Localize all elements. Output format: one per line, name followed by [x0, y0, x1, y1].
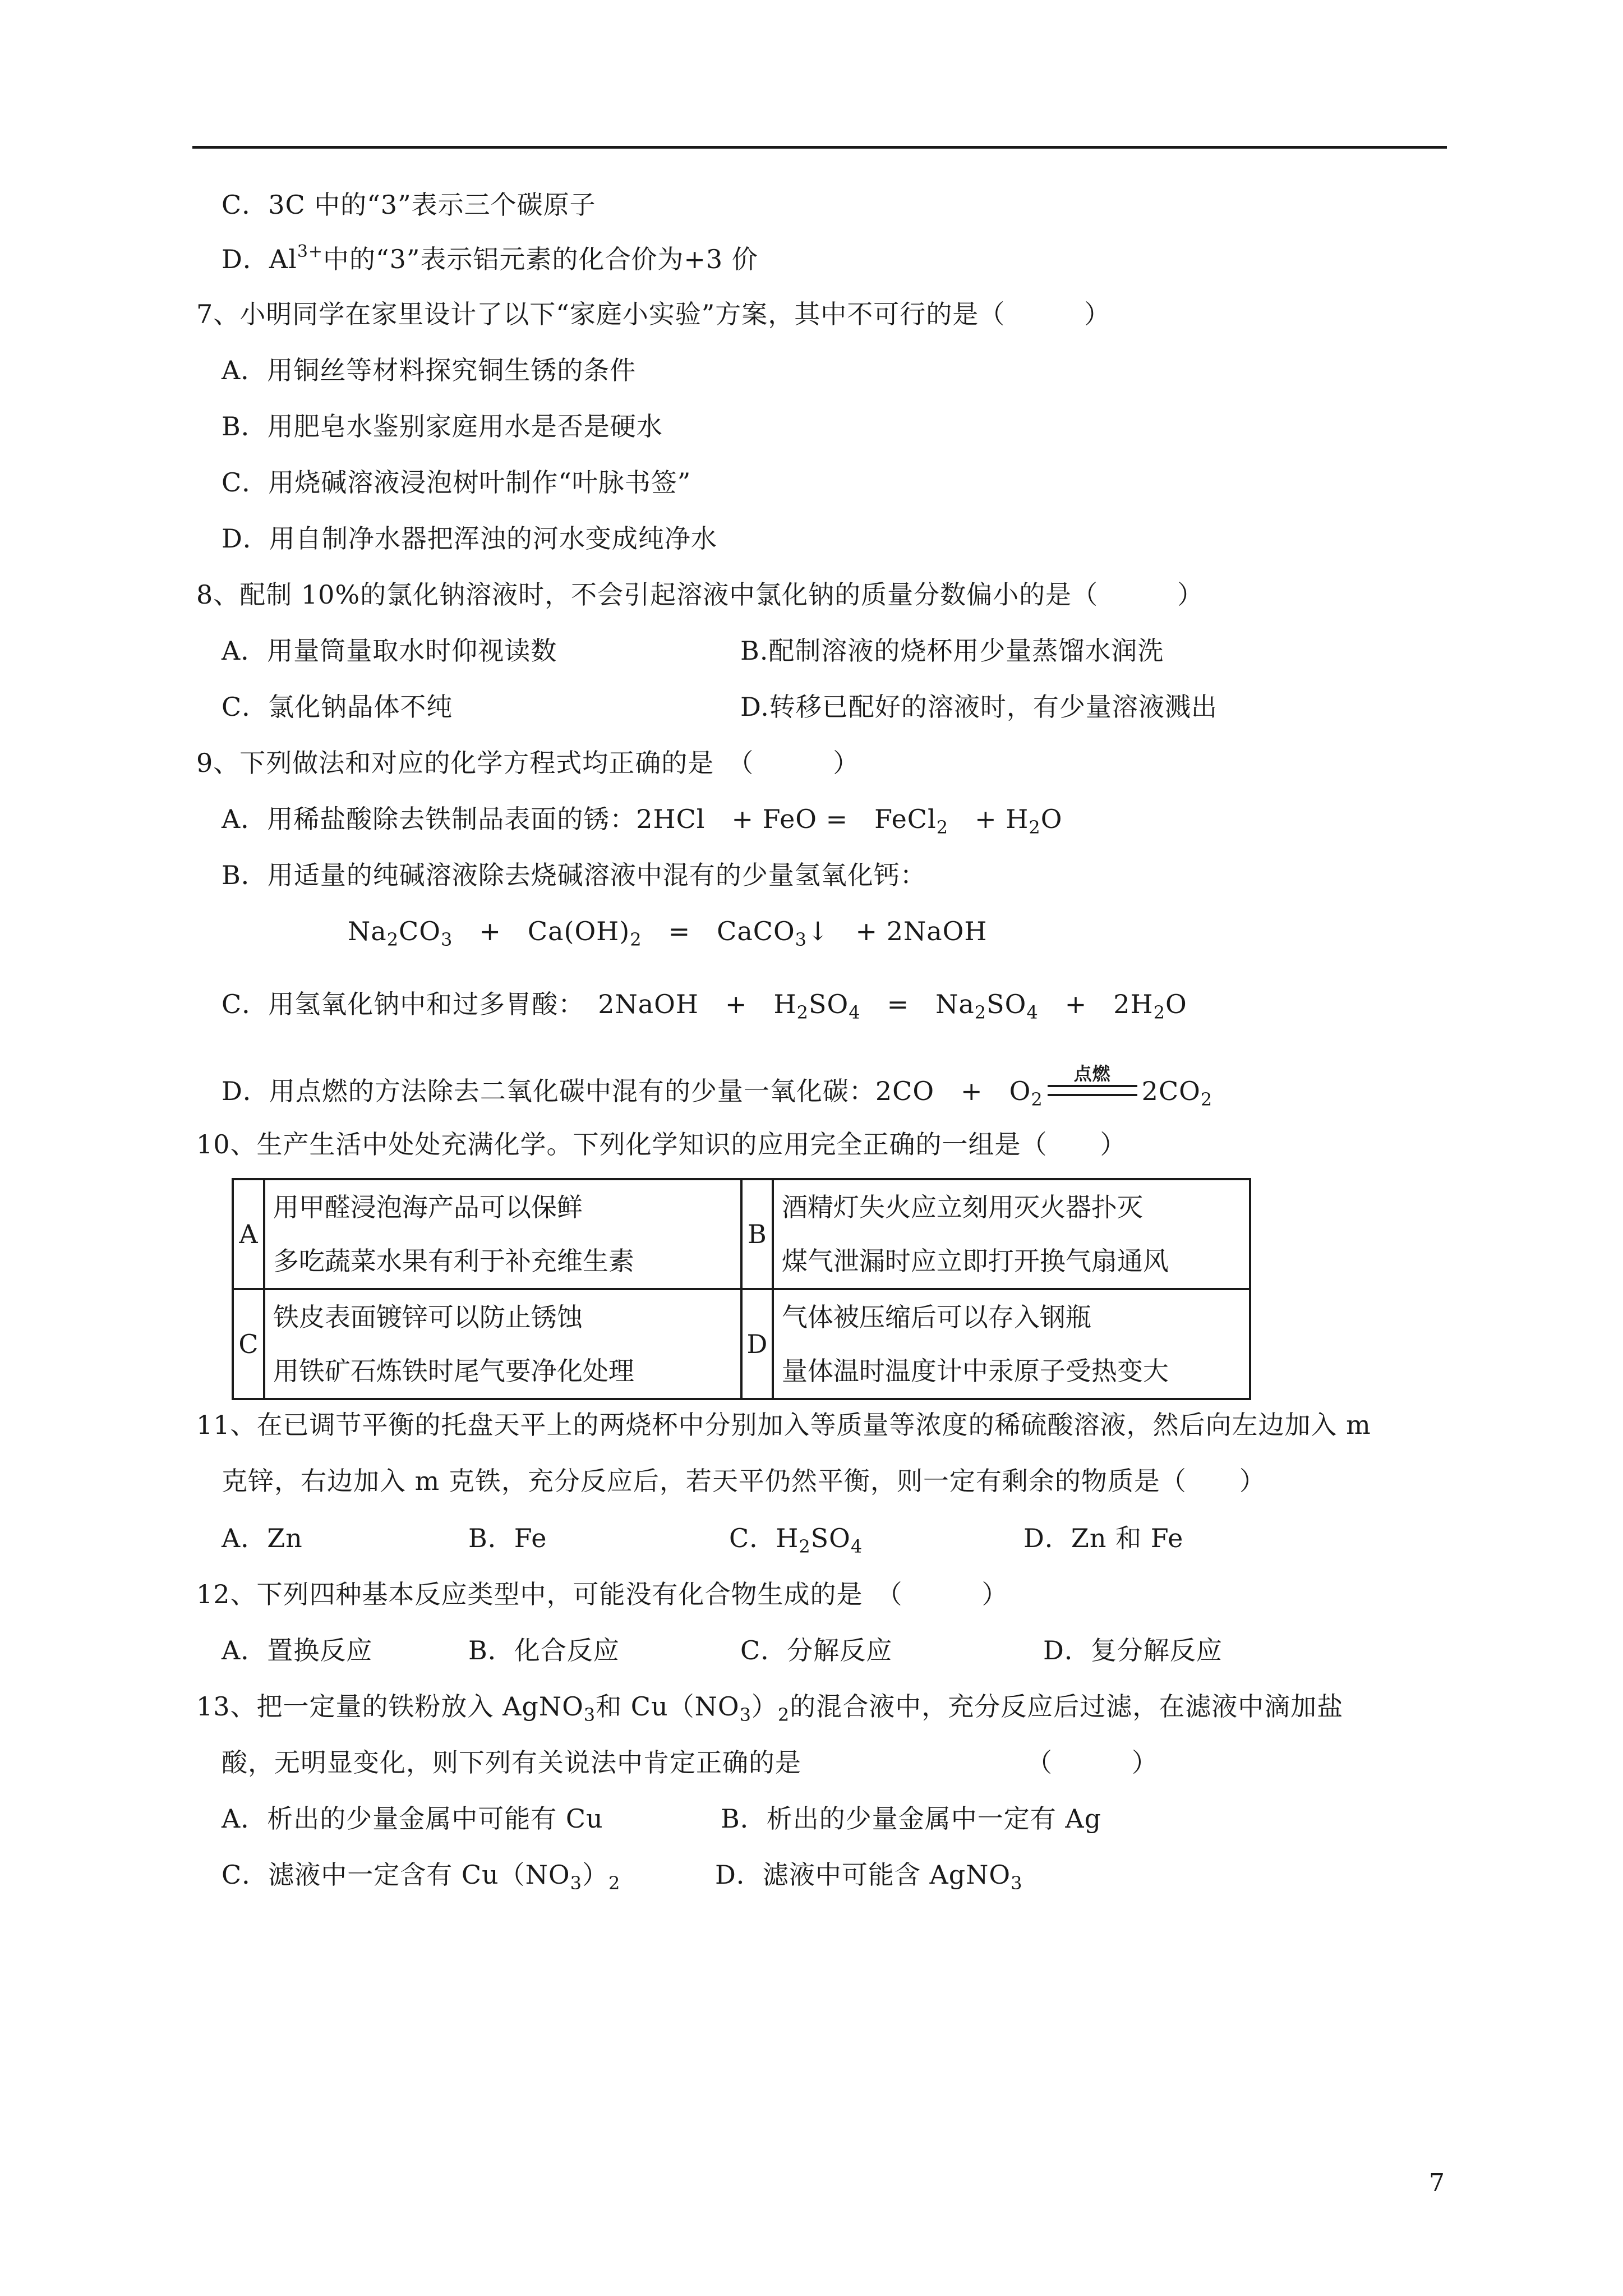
header-rule — [192, 146, 1447, 149]
option-cell: 气体被压缩后可以存入钢瓶 量体温时温度计中汞原子受热变大 — [773, 1289, 1250, 1399]
q12-stem: 12、下列四种基本反应类型中，可能没有化合物生成的是 （ ） — [196, 1579, 1008, 1609]
q11-stem-line1: 11、在已调节平衡的托盘天平上的两烧杯中分别加入等质量等浓度的稀硫酸溶液，然后向左边加入 m — [196, 1410, 1371, 1440]
reaction-condition-arrow — [1048, 1063, 1137, 1107]
q8-stem: 8、配制 10%的氯化钠溶液时，不会引起溶液中氯化钠的质量分数偏小的是（ ） — [196, 579, 1204, 610]
q6-option-c: C．3C 中的“3”表示三个碳原子 — [222, 190, 596, 220]
q11-option-b: B．Fe — [468, 1523, 547, 1553]
q8-option-a: A．用量筒量取水时仰视读数 — [222, 636, 557, 666]
q7-option-b: B．用肥皂水鉴别家庭用水是否是硬水 — [222, 411, 663, 441]
option-cell: 酒精灯失火应立刻用灭火器扑灭 煤气泄漏时应立即打开换气扇通风 — [773, 1179, 1250, 1289]
q13-option-a: A．析出的少量金属中可能有 Cu — [222, 1803, 603, 1834]
q12-option-c: C．分解反应 — [740, 1635, 893, 1665]
q9-stem: 9、下列做法和对应的化学方程式均正确的是 （ ） — [196, 748, 860, 778]
q9-option-a: A．用稀盐酸除去铁制品表面的锈：2HCl + FeO = FeCl$_2$ + $H_2O$ — [222, 804, 1063, 838]
q9-option-b: B．用适量的纯碱溶液除去烧碱溶液中混有的少量氢氧化钙： — [222, 860, 926, 890]
q13-answer-paren: （ ） — [1026, 1747, 1158, 1778]
q12-option-a: A．置换反应 — [222, 1635, 373, 1665]
option-label: D — [741, 1289, 773, 1399]
q7-option-c: C．用烧碱溶液浸泡树叶制作“叶脉书签” — [222, 467, 691, 498]
q11-option-a: A．Zn — [222, 1523, 303, 1553]
option-label: A — [233, 1179, 264, 1289]
option-label: B — [741, 1179, 773, 1289]
q7-stem: 7、小明同学在家里设计了以下“家庭小实验”方案，其中不可行的是（ ） — [196, 299, 1111, 329]
page-number: 7 — [1429, 2169, 1445, 2197]
q8-option-d: D.转移已配好的溶液时，有少量溶液溅出 — [740, 692, 1218, 722]
option-cell: 用甲醛浸泡海产品可以保鲜 多吃蔬菜水果有利于补充维生素 — [264, 1179, 741, 1289]
q11-stem-line2: 克锌，右边加入 m 克铁，充分反应后，若天平仍然平衡，则一定有剩余的物质是（ ） — [222, 1466, 1266, 1496]
q11-option-c: C．$H_2SO_4$ — [729, 1523, 863, 1557]
q11-option-d: D．Zn 和 Fe — [1023, 1523, 1184, 1553]
q13-stem-line2: 酸，无明显变化，则下列有关说法中肯定正确的是 — [222, 1747, 801, 1778]
q10-stem: 10、生产生活中处处充满化学。下列化学知识的应用完全正确的一组是（ ） — [196, 1129, 1127, 1159]
q9-option-d: D．用点燃的方法除去二氧化碳中混有的少量一氧化碳：2CO + $O_2$ 点燃 $2CO_2$ — [222, 1074, 1212, 1108]
q13-option-c: C．滤液中一定含有 $Cu(NO_3)_2$ — [222, 1860, 621, 1894]
q7-option-d: D．用自制净水器把浑浊的河水变成纯净水 — [222, 523, 717, 554]
q13-option-d: D．滤液中可能含 AgNO$_3$ — [715, 1860, 1023, 1894]
q9-option-c: C．用氢氧化钠中和过多胃酸： 2NaOH + $H_2SO_4$ = $Na_2SO_4$ + $2H_2O$ — [222, 989, 1187, 1023]
q7-option-a: A．用铜丝等材料探究铜生锈的条件 — [222, 355, 637, 385]
q12-option-d: D．复分解反应 — [1043, 1635, 1223, 1665]
q8-option-c: C．氯化钠晶体不纯 — [222, 692, 453, 722]
q13-stem-line1: 13、把一定量的铁粉放入 AgNO$_3$和 $Cu(NO_3)_2$的混合液中，充分反应后过滤，在滤液中滴加盐 — [196, 1691, 1344, 1726]
reaction-condition-label: 点燃 — [1073, 1063, 1111, 1084]
table-row — [233, 1179, 1250, 1289]
q10-options-table — [232, 1178, 1251, 1400]
q12-option-b: B．化合反应 — [468, 1635, 620, 1665]
q6-option-d: D．$Al^{3+}$中的“3”表示铝元素的化合价为+3 价 — [222, 242, 758, 274]
table-row — [233, 1289, 1250, 1399]
option-cell: 铁皮表面镀锌可以防止锈蚀 用铁矿石炼铁时尾气要净化处理 — [264, 1289, 741, 1399]
option-label: C — [233, 1289, 264, 1399]
q9-option-b-equation: $Na_2CO_3$ + $Ca(OH)_2$ = CaCO$_3$↓ + 2NaOH — [348, 916, 988, 950]
q13-option-b: B．析出的少量金属中一定有 Ag — [721, 1803, 1102, 1834]
q8-option-b: B.配制溶液的烧杯用少量蒸馏水润洗 — [740, 636, 1164, 666]
